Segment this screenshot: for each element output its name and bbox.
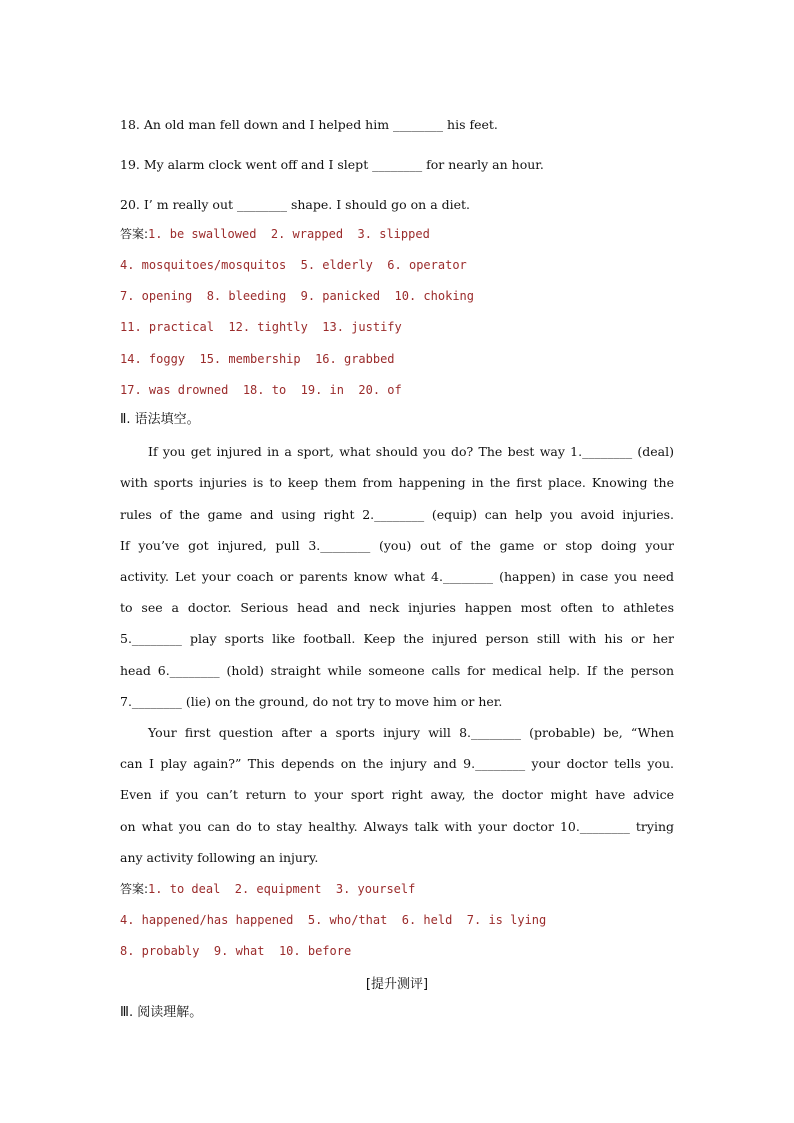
question-20: 20. I’ m really out ________ shape. I should go on a diet. (120, 197, 471, 212)
passage-line: activity. Let your coach or parents know what 4.________ (happen) in case you need (120, 569, 674, 584)
passage-line: 5.________ play sports like football. Keep the injured person still with his or her (120, 631, 674, 646)
passage-line: head 6.________ (hold) straight while someone calls for medical help. If the person (120, 663, 674, 678)
answer-line: 8. probably 9. what 10. before (120, 944, 352, 958)
answer-line: 7. opening 8. bleeding 9. panicked 10. choking (120, 289, 475, 303)
passage-line: Even if you can’t return to your sport right away, the doctor might have advice (120, 787, 674, 802)
section-title-assessment: [提升测评] (365, 977, 429, 992)
answer-line: 11. practical 12. tightly 13. justify (120, 320, 402, 334)
passage-line: to see a doctor. Serious head and neck injuries happen most often to athletes (120, 600, 674, 615)
passage-line: with sports injuries is to keep them from happening in the first place. Knowing the (120, 475, 674, 490)
answer-line: 17. was drowned 18. to 19. in 20. of (120, 383, 402, 397)
answer-line: 4. happened/has happened 5. who/that 6. held 7. is lying (120, 913, 547, 927)
answer-label: 答案: (120, 882, 149, 896)
passage-line: 7.________ (lie) on the ground, do not try to move him or her. (120, 694, 503, 709)
answer-line (120, 880, 674, 898)
answer-line: 4. mosquitoes/mosquitos 5. elderly 6. operator (120, 258, 467, 272)
question-18: 18. An old man fell down and I helped him ________ his feet. (120, 117, 498, 132)
section-heading-reading: Ⅲ. 阅读理解。 (120, 1005, 203, 1020)
passage-line: Your first question after a sports injury will 8.________ (probable) be, “When (148, 725, 674, 740)
answer-line: 14. foggy 15. membership 16. grabbed (120, 352, 395, 366)
passage-line: on what you can do to stay healthy. Always talk with your doctor 10.________ trying (120, 819, 674, 834)
passage-line: any activity following an injury. (120, 850, 319, 865)
answer-label: 答案: (120, 227, 149, 241)
passage-line: can I play again?” This depends on the injury and 9.________ your doctor tells you. (120, 756, 674, 771)
answer-line (120, 225, 674, 243)
answer-text: 1. be swallowed 2. wrapped 3. slipped (148, 227, 430, 241)
answer-text: 1. to deal 2. equipment 3. yourself (148, 882, 416, 896)
passage-line: rules of the game and using right 2.________ (equip) can help you avoid injuries. (120, 507, 674, 522)
passage-line: If you’ve got injured, pull 3.________ (you) out of the game or stop doing your (120, 538, 674, 553)
passage-line: If you get injured in a sport, what should you do? The best way 1.________ (deal) (148, 444, 674, 459)
section-heading-grammar: Ⅱ. 语法填空。 (120, 412, 200, 427)
question-19: 19. My alarm clock went off and I slept ________ for nearly an hour. (120, 157, 544, 172)
